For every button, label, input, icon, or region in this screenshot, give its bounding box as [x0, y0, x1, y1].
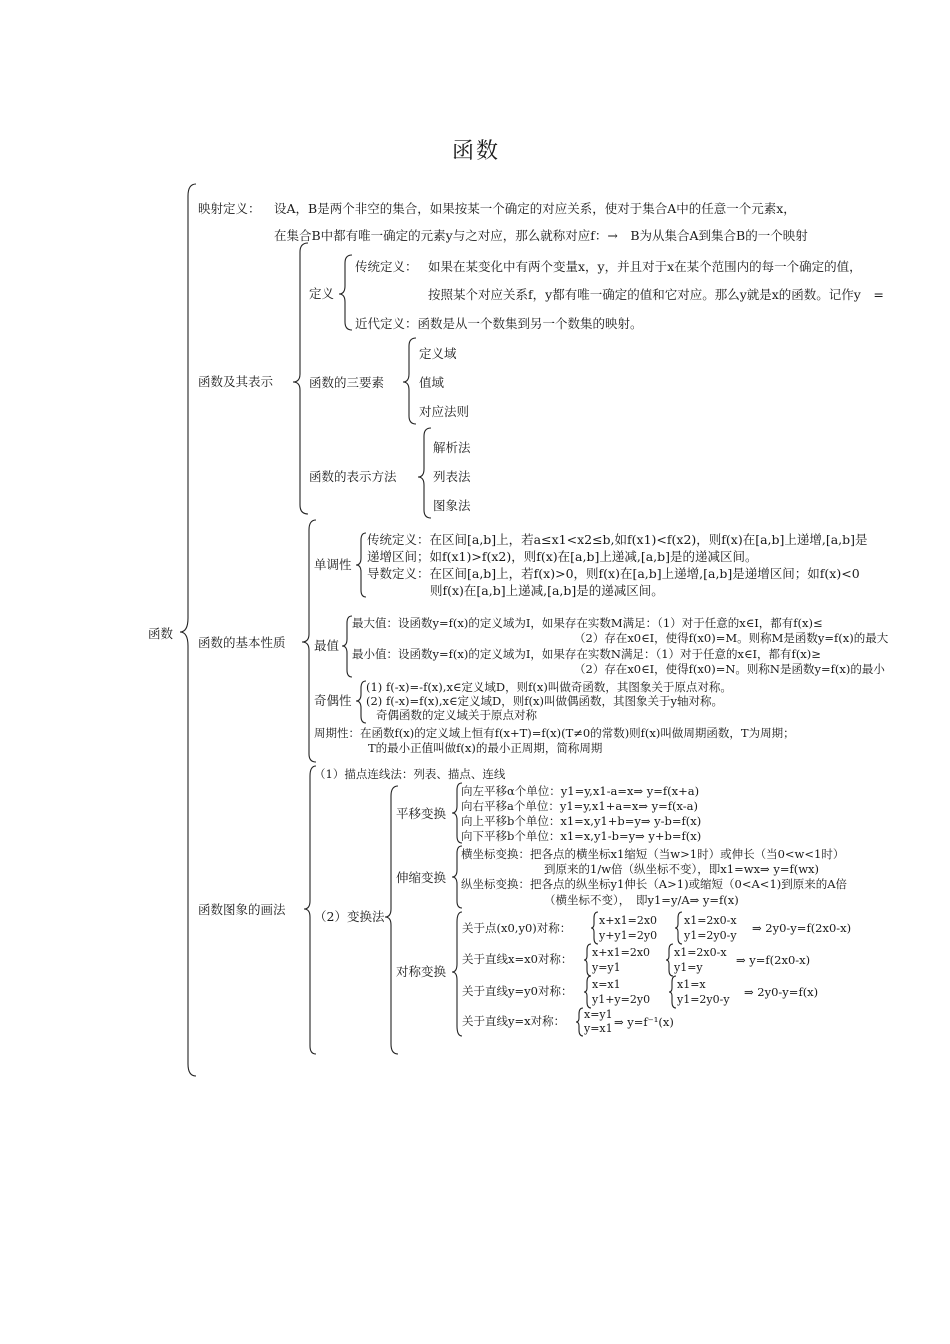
method-graph: 图象法 — [433, 498, 471, 513]
sym-point-eq-a: x+x1=2x0 — [599, 914, 658, 927]
translate-left: 向左平移α个单位：y1=y,x1-a=x⇒ y=f(x+a) — [461, 784, 700, 798]
symmetry-label: 对称变换 — [396, 964, 447, 979]
sym-yline-label: 关于直线y=y0对称： — [462, 984, 573, 998]
modern-definition: 近代定义：函数是从一个数集到另一个数集的映射。 — [355, 316, 643, 331]
transform-label: （2）变换法 — [314, 909, 385, 924]
page-title: 函数 — [452, 139, 501, 164]
translate-up: 向上平移b个单位：x1=x,y1+b=y⇒ y-b=f(x) — [461, 814, 702, 828]
periodic-line-1: 周期性：在函数f(x)的定义域上恒有f(x+T)=f(x)(T≠0的常数)则f(x)叫做周期函数，T为周期； — [314, 726, 795, 740]
translate-down: 向下平移b个单位：x1=x,y1-b=y⇒ y+b=f(x) — [461, 829, 702, 843]
extreme-label: 最值 — [314, 638, 340, 653]
monotonic-line-2: 递增区间；如f(x1)>f(x2)，则f(x)在[a,b]上递减,[a,b]是的递减区间。 — [367, 549, 758, 564]
mapping-label: 映射定义： — [198, 201, 261, 216]
section-representation: 函数及其表示 — [198, 374, 274, 389]
stretch-line-1: 横坐标变换：把各点的横坐标x1缩短（当w>1时）或伸长（当0<w<1时） — [461, 847, 845, 861]
min-line-1: 最小值：设函数y=f(x)的定义域为I，如果存在实数N满足：（1）对于任意的x∈I，都有f(x)≥ — [352, 647, 821, 661]
root-label: 函数 — [148, 626, 174, 641]
traditional-line-2: 按照某个对应关系f，y都有唯一确定的值和它对应。那么y就是x的函数。记作y = — [428, 287, 884, 302]
sym-xline-eq-d: y1=y — [674, 961, 703, 974]
element-domain: 定义域 — [419, 346, 457, 361]
sym-point-eq-b: y+y1=2y0 — [599, 929, 658, 942]
monotonic-line-3: 导数定义：在区间[a,b]上，若f(x)>0，则f(x)在[a,b]上递增,[a,b]是递增区间；如f(x)<0 — [367, 566, 860, 581]
translate-label: 平移变换 — [396, 806, 447, 821]
traditional-label: 传统定义： — [355, 259, 418, 274]
stretch-label: 伸缩变换 — [396, 870, 447, 885]
three-elements-label: 函数的三要素 — [309, 375, 385, 390]
sym-point-eq-c: x1=2x0-x — [684, 914, 737, 927]
sym-xline-eq-b: y=y1 — [592, 961, 621, 974]
stretch-line-2: 到原来的1/w倍（纵坐标不变），即x1=wx⇒ y=f(wx) — [544, 862, 820, 876]
section-graphing: 函数图象的画法 — [198, 902, 286, 917]
sym-point-eq-d: y1=2y0-y — [684, 929, 737, 942]
sym-xline-result: ⇒ y=f(2x0-x) — [736, 953, 811, 967]
method-table: 列表法 — [433, 469, 471, 484]
monotonic-label: 单调性 — [314, 557, 352, 572]
translate-right: 向右平移a个单位：y1=y,x1+a=x⇒ y=f(x-a) — [461, 799, 699, 813]
sym-yline-eq-d: y1=2y0-y — [677, 993, 730, 1006]
definition-label: 定义 — [309, 286, 335, 301]
monotonic-line-1: 传统定义：在区间[a,b]上，若a≤x1<x2≤b,如f(x1)<f(x2)，则f(x)在[a,b]上递增,[a,b]是 — [367, 532, 868, 547]
sym-xline-eq-c: x1=2x0-x — [674, 946, 727, 959]
element-rule: 对应法则 — [419, 404, 470, 419]
sym-yline-result: ⇒ 2y0-y=f(x) — [744, 985, 819, 999]
max-line-1: 最大值：设函数y=f(x)的定义域为I，如果存在实数M满足：（1）对于任意的x∈I，都有f(x)≤ — [352, 616, 823, 630]
periodic-line-2: T的最小正值叫做f(x)的最小正周期，简称周期 — [368, 741, 603, 755]
traditional-line-1: 如果在某变化中有两个变量x，y，并且对于x在某个范围内的每一个确定的值， — [428, 259, 862, 274]
sym-yline-eq-a: x=x1 — [592, 978, 621, 991]
sym-yline-eq-b: y1+y=2y0 — [592, 993, 651, 1006]
sym-yline-eq-c: x1=x — [677, 978, 706, 991]
max-line-2: （2）存在x0∈I，使得f(x0)=M。则称M是函数y=f(x)的最大 — [574, 631, 889, 645]
sym-point-result: ⇒ 2y0-y=f(2x0-x) — [752, 921, 852, 935]
stretch-line-3: 纵坐标变换：把各点的纵坐标y1伸长（A>1)或缩短（0<A<1)到原来的A倍 — [461, 877, 848, 891]
min-line-2: （2）存在x0∈I，使得f(x0)=N。则称N是函数y=f(x)的最小 — [574, 662, 885, 676]
point-method: （1）描点连线法：列表、描点、连线 — [314, 767, 506, 781]
sym-xline-label: 关于直线x=x0对称： — [462, 952, 573, 966]
parity-label: 奇偶性 — [314, 693, 352, 708]
sym-xline-eq-a: x+x1=2x0 — [592, 946, 651, 959]
sym-diag-eq-b: y=x1 — [584, 1022, 613, 1035]
element-range: 值域 — [419, 375, 445, 390]
sym-diag-eq-a: x=y1 — [584, 1008, 613, 1021]
parity-line-3: 奇偶函数的定义域关于原点对称 — [376, 708, 537, 722]
method-analytic: 解析法 — [433, 440, 471, 455]
mapping-line-2: 在集合B中都有唯一确定的元素y与之对应，那么就称对应f：→ B为从集合A到集合B的一个映射 — [274, 228, 808, 243]
monotonic-line-4: 则f(x)在[a,b]上递减,[a,b]是的递减区间。 — [430, 583, 664, 598]
stretch-line-4: （横坐标不变）， 即y1=y/A⇒ y=f(x) — [544, 893, 739, 907]
sym-point-label: 关于点(x0,y0)对称： — [462, 921, 572, 935]
parity-line-1: (1) f(-x)=-f(x),x∈定义域D，则f(x)叫做奇函数，其图象关于原点对称。 — [366, 680, 732, 694]
sym-diag-result: ⇒ y=f⁻¹(x) — [614, 1015, 674, 1029]
methods-label: 函数的表示方法 — [309, 469, 397, 484]
mapping-line-1: 设A，B是两个非空的集合，如果按某一个确定的对应关系，使对于集合A中的任意一个元素x， — [274, 201, 796, 216]
parity-line-2: (2) f(-x)=f(x),x∈定义域D，则f(x)叫做偶函数，其图象关于y轴对称。 — [366, 694, 723, 708]
section-properties: 函数的基本性质 — [198, 635, 286, 650]
sym-diag-label: 关于直线y=x对称： — [462, 1014, 566, 1028]
